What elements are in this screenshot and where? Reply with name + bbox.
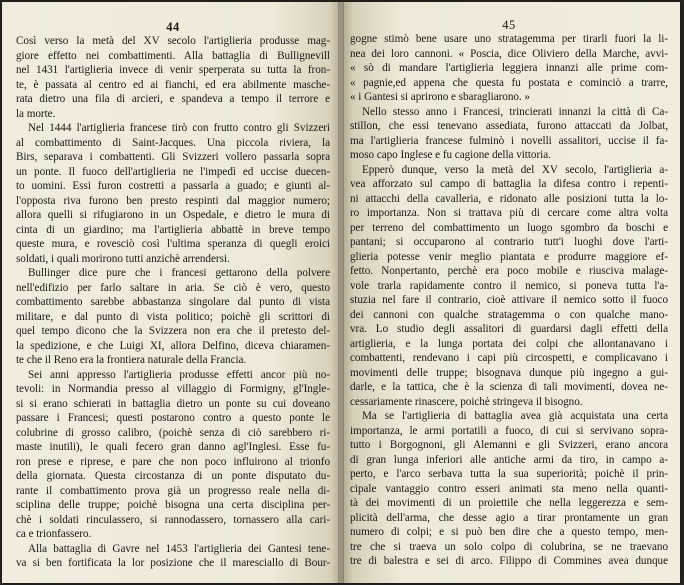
text-line: chè i soldati rinculassero, si rannodassero, tornassero alla cari- (16, 513, 330, 526)
text-line: perto, e l'arco serbava tutta la sua superiorità; poichè il prin- (350, 468, 668, 480)
text-line: cessariamente rinascere, poichè stringeva il bisogno. (350, 395, 583, 408)
text-line: cinta di un giardino; ma l'artiglieria abbattè in breve tempo (16, 223, 330, 236)
text-line: dei cannoni con qualche stratagemma o con qualche mano- (350, 308, 668, 321)
text-line: fetto. Nonpertanto, perchè era poco mobile e riusciva malage- (350, 265, 668, 277)
text-line: te, è passata al centro ed ai fianchi, ed era abilmente masche- (16, 78, 330, 91)
text-line: numero di colpi; e si può ben dire che a questo tempo, men- (350, 526, 668, 538)
text-line: allora quelli si rifugiarono in un Ospedale, e dietro le mura di (16, 209, 330, 221)
text-line: movimenti delle truppe; bisognava dunque più ingegno a gui- (350, 366, 668, 379)
text-line: al combattimento di Saint-Jacques. Una piccola riviera, la (16, 136, 330, 149)
text-line: Bullinger dice pure che i francesi gettarono della polvere (28, 267, 330, 279)
text-line: nell'edifizio per farlo saltare in aria. Se ciò è vero, questo (16, 281, 330, 294)
text-line: quel tempo dicono che la Svizzera non era che il pretesto del- (16, 325, 330, 337)
text-line: Epperò dunque, verso la metà del XV secolo, l'artiglieria a- (362, 163, 668, 176)
text-line: tevoli: in Normandia presso al villaggio di Formigny, gl'Ingle- (16, 383, 330, 395)
text-line: combattenti, rendevano i capi più circospetti, e complicavano i (350, 352, 668, 364)
text-line: giore effetto nei combattimenti. Alla battaglia di Bullignevill (16, 49, 330, 62)
text-line: to uomini. Essi furon costretti a passarla a guado; e giunti al- (16, 180, 330, 192)
text-line: vole trarla rapidamente contro il nemico, si poneva tutta l'a- (350, 279, 668, 292)
text-line: nel 1431 l'artiglieria invece di venir sperperata su tutta la fron- (16, 64, 330, 76)
right-page (340, 2, 680, 583)
text-line: un ponte. Il fuoco dell'artiglieria ne l'impedì ed uccise duecen- (16, 165, 330, 178)
text-line: l'opposta riva furono ben presto respinti dal maggior numero; (16, 194, 330, 207)
text-line: Sei anni appresso l'artiglieria produsse effetti ancor più no- (28, 368, 330, 381)
text-line: artiglieria, e la lunga portata dei colpi che allontanavano i (350, 337, 668, 350)
text-line: tre di balestra e sei di arco. Filippo di Commines avea dunque (350, 555, 668, 567)
book-gutter (338, 2, 344, 583)
text-line: gogne stimò bene usare uno stratagemma per tirarli fuori la li- (350, 33, 668, 45)
text-line: glieria potesse venir meglio piantata e produrre maggiore ef- (350, 250, 668, 263)
text-line: tre che si traeva un solo colpo di colubrina, se ne traevano (350, 540, 668, 553)
text-line: ni attacchi della cavalleria, e ridonato alle posizioni tutta la lo- (350, 192, 668, 205)
text-line: Alla battaglia di Gavre nel 1453 l'artiglieria dei Gantesi tene- (28, 542, 330, 555)
text-line: rante il combattimento prova già un progresso reale nella di- (16, 484, 330, 497)
open-book (2, 2, 680, 583)
text-line: tà dei movimenti di un proiettile che nella leggerezza e sem- (350, 497, 668, 509)
text-line: ca e trionfassero. (16, 528, 92, 540)
text-line: va si ben fortificata la lor posizione che il maresciallo di Bour- (16, 557, 330, 569)
text-line: di gran lunga inferiori alle antiche armi da tiro, in campo a- (350, 453, 668, 466)
text-line: la spedizione, e che Luigi XI, allora Delfino, diceva chiaramen- (16, 339, 330, 352)
text-line: soldati, i quali morirono tutti anzichè arrendersi. (16, 252, 230, 265)
text-line: la morte. (16, 107, 56, 120)
text-line: cipale vantaggio contro esseri animati sta meno nella quanti- (350, 482, 668, 495)
text-line: Così verso la metà del XV secolo l'artiglieria produsse mag- (16, 35, 330, 47)
text-line: stuzia nel fare il contrario, cioè attivare il nemico sotto il fuoco (350, 294, 668, 306)
text-line: ma l'artiglieria francese fulminò i novelli assalitori, uccise il fa- (350, 134, 668, 147)
text-line: della giornata. Questa circostanza di un ponte disputato du- (16, 470, 330, 482)
right-page-text (350, 32, 668, 569)
text-line: vra. Lo studio degli assalitori di guardarsi dagli effetti della (350, 323, 668, 335)
text-line: Birs, separava i combattenti. Gli Svizzeri vollero passarla sopra (16, 151, 330, 163)
text-line: si si erano schierati in battaglia dietro un ponte su cui doveano (16, 397, 330, 410)
text-line: sciplina delle truppe; poichè bisogna una certa disciplina per- (16, 499, 330, 511)
text-line: plicità dell'arma, che desse agio a tirar prontamente un gran (350, 511, 668, 524)
text-line: Ma se l'artiglieria di battaglia avea già acquistata una certa (362, 410, 668, 422)
text-line: « pagnie,ed appena che questa fu postata e cominciò a trarre, (350, 76, 668, 89)
text-line: pantani; si occuparono al contrario tutt'i luoghi dove l'arti- (350, 236, 668, 248)
text-line: « i Gantesi si aprirono e sbaragliarono. » (350, 91, 530, 103)
left-page (2, 2, 340, 583)
text-line: moso capo Inglese e fu cagione della vittoria. (350, 149, 551, 161)
page-number-right: 45 (502, 18, 516, 32)
text-line: passare i Francesi; questi postarono contro a questo ponte le (16, 412, 330, 424)
text-line: darle, e la tattica, che è la scienza di tali movimenti, dovea ne- (350, 381, 668, 393)
text-line: combattimento sarebbe abbastanza singolare dal punto di vista (16, 296, 330, 308)
text-line: ron prese e riprese, e pare che non poco influirono al trionfo (16, 455, 330, 468)
text-line: te che il Reno era la frontiera naturale della Francia. (16, 354, 247, 366)
text-line: queste mura, e rovesciò così l'ultima speranza di quegli eroici (16, 238, 330, 250)
text-line: per terreno del combattimento un luogo sgombro da boschi e (350, 221, 668, 234)
text-line: nea dei loro cannoni. « Poscia, dice Oliviero della Marche, avvi- (350, 47, 668, 60)
text-line: rata dietro una fila di arcieri, e spandeva a tempo il terrore e (16, 93, 330, 105)
text-line: Nel 1444 l'artiglieria francese tirò con frutto contro gli Svizzeri (28, 122, 330, 134)
text-line: stillon, che essi tenevano assediata, furono attaccati da Jolbat, (350, 120, 668, 132)
page-number-left: 44 (166, 20, 180, 34)
text-line: colubrine di grosso calibro, (poichè senza di ciò sarebbero ri- (16, 426, 330, 439)
left-page-text (16, 34, 330, 571)
text-line: tutto i Borgognoni, gli Alemanni e gli Svizzeri, erano ancora (350, 439, 668, 451)
text-line: militare, e dal punto di vista politico; poichè gli scrittori di (16, 310, 330, 323)
text-line: maste inutili), le quali fecero gran danno agl'Inglesi. Esse fu- (16, 441, 330, 453)
text-line: importanza, le armi portatili a fuoco, di cui si servivano sopra- (350, 424, 668, 437)
text-line: « sò di mandare l'artiglieria leggiera innanzi alle prime com- (350, 62, 668, 74)
text-line: vea afforzato sul campo di battaglia la difesa contro i repenti- (350, 178, 668, 190)
text-line: Nello stesso anno i Francesi, trincierati innanzi la città di Ca- (362, 105, 668, 118)
text-line: ro importanza. Non si trattava più di cercare come altra volta (350, 207, 668, 219)
